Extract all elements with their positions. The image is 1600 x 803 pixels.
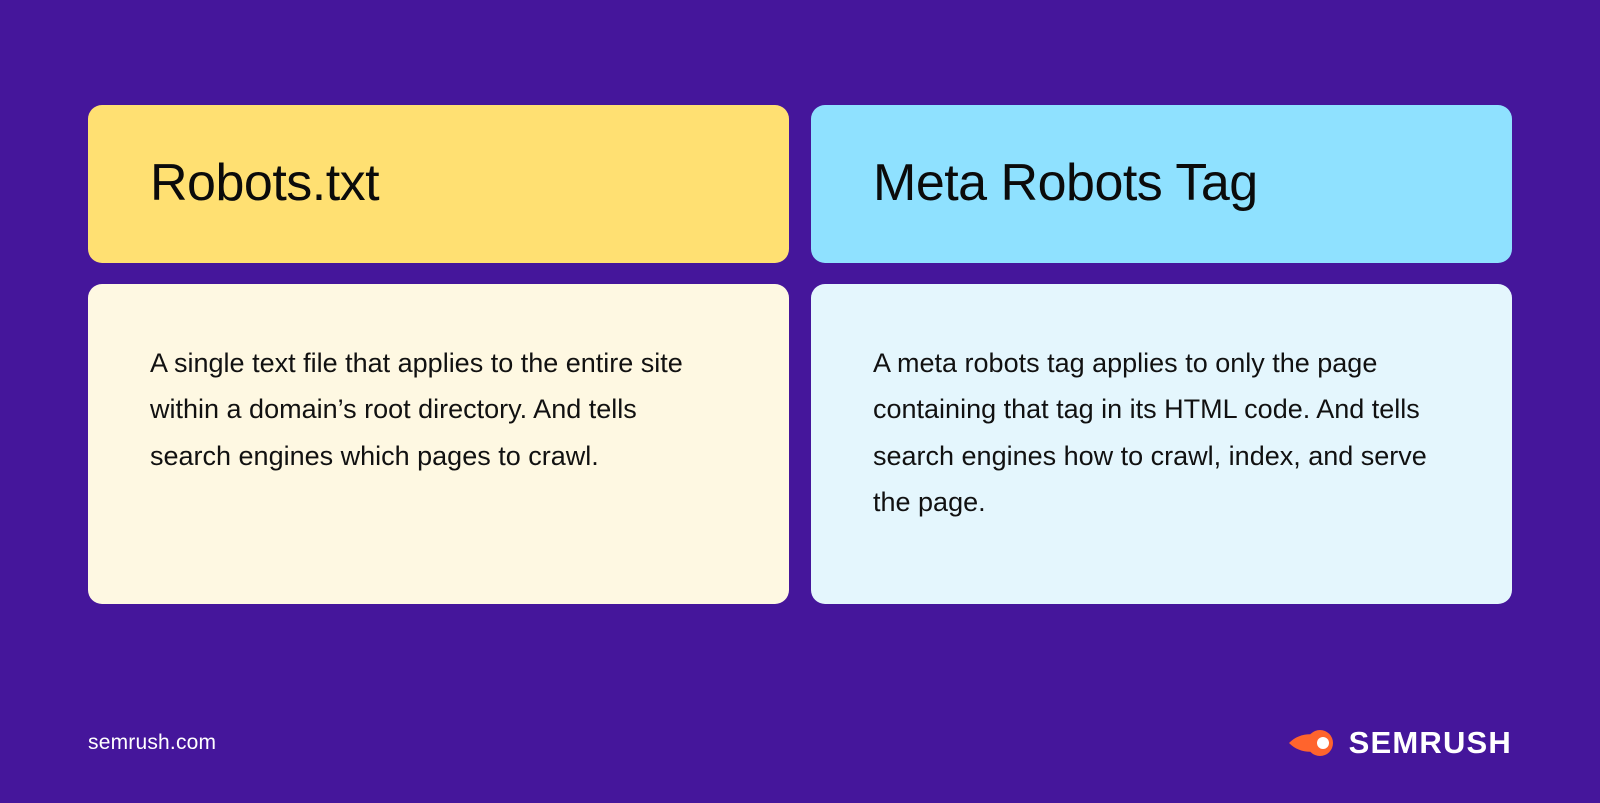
card-title-robots-txt: Robots.txt: [150, 154, 380, 213]
brand-logo: [1287, 725, 1512, 761]
footer: [0, 713, 1600, 773]
card-header-robots-txt: [88, 105, 789, 263]
card-body-robots-txt: [88, 284, 789, 604]
comparison-column-meta-robots-tag: [811, 105, 1512, 604]
card-title-meta-robots-tag: Meta Robots Tag: [873, 154, 1258, 213]
site-url-label: semrush.com: [88, 731, 217, 754]
semrush-comet-icon: [1287, 725, 1335, 761]
comparison-columns: [88, 105, 1512, 604]
comparison-column-robots-txt: [88, 105, 789, 604]
card-description-meta-robots-tag: A meta robots tag applies to only the page containing that tag in its HTML code. And tells search engines how to crawl, index, and serve the page.: [873, 348, 1427, 518]
brand-name-label: SEMRUSH: [1348, 725, 1512, 760]
card-header-meta-robots-tag: [811, 105, 1512, 263]
card-description-robots-txt: A single text file that applies to the entire site within a domain’s root directory. And tells search engines which pages to crawl.: [150, 348, 683, 471]
card-body-meta-robots-tag: [811, 284, 1512, 604]
